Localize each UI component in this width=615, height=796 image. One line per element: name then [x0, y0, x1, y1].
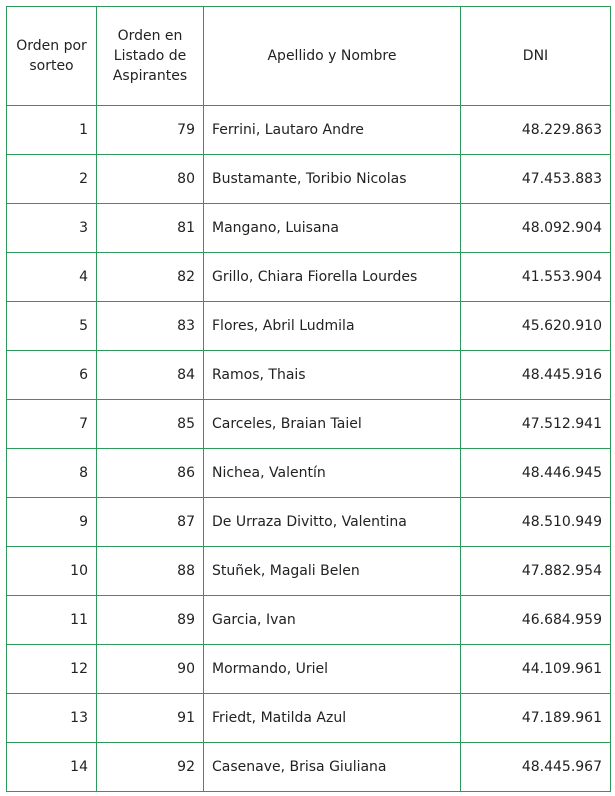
table-body [7, 106, 611, 792]
table-row [7, 694, 611, 743]
cell-dni: 48.510.949 [461, 498, 611, 547]
cell-orden-sorteo: 6 [7, 351, 97, 400]
cell-dni: 48.445.967 [461, 743, 611, 792]
cell-apellido-nombre: Mormando, Uriel [204, 645, 461, 694]
cell-orden-listado: 92 [97, 743, 204, 792]
header-apellido-nombre: Apellido y Nombre [204, 7, 461, 106]
cell-orden-listado: 90 [97, 645, 204, 694]
cell-apellido-nombre: De Urraza Divitto, Valentina [204, 498, 461, 547]
cell-apellido-nombre: Carceles, Braian Taiel [204, 400, 461, 449]
cell-apellido-nombre: Grillo, Chiara Fiorella Lourdes [204, 253, 461, 302]
cell-orden-sorteo: 4 [7, 253, 97, 302]
cell-orden-sorteo: 3 [7, 204, 97, 253]
cell-orden-listado: 81 [97, 204, 204, 253]
table-row [7, 596, 611, 645]
cell-orden-listado: 83 [97, 302, 204, 351]
table-row [7, 645, 611, 694]
cell-dni: 48.446.945 [461, 449, 611, 498]
cell-orden-listado: 89 [97, 596, 204, 645]
cell-apellido-nombre: Nichea, Valentín [204, 449, 461, 498]
cell-orden-sorteo: 9 [7, 498, 97, 547]
cell-orden-listado: 79 [97, 106, 204, 155]
cell-orden-listado: 82 [97, 253, 204, 302]
cell-orden-sorteo: 5 [7, 302, 97, 351]
table-row [7, 743, 611, 792]
cell-apellido-nombre: Stuñek, Magali Belen [204, 547, 461, 596]
table-row [7, 253, 611, 302]
table-row [7, 449, 611, 498]
cell-dni: 41.553.904 [461, 253, 611, 302]
table-row [7, 106, 611, 155]
table-row [7, 547, 611, 596]
cell-dni: 47.453.883 [461, 155, 611, 204]
cell-dni: 48.229.863 [461, 106, 611, 155]
cell-apellido-nombre: Flores, Abril Ludmila [204, 302, 461, 351]
cell-orden-sorteo: 12 [7, 645, 97, 694]
cell-orden-listado: 85 [97, 400, 204, 449]
cell-dni: 48.092.904 [461, 204, 611, 253]
cell-orden-listado: 84 [97, 351, 204, 400]
cell-dni: 46.684.959 [461, 596, 611, 645]
cell-dni: 47.512.941 [461, 400, 611, 449]
cell-orden-sorteo: 7 [7, 400, 97, 449]
aspirantes-table [6, 6, 611, 792]
cell-orden-sorteo: 1 [7, 106, 97, 155]
header-row [7, 7, 611, 106]
cell-apellido-nombre: Bustamante, Toribio Nicolas [204, 155, 461, 204]
cell-dni: 47.882.954 [461, 547, 611, 596]
cell-orden-listado: 86 [97, 449, 204, 498]
table-row [7, 204, 611, 253]
cell-orden-sorteo: 8 [7, 449, 97, 498]
cell-apellido-nombre: Ferrini, Lautaro Andre [204, 106, 461, 155]
cell-orden-listado: 87 [97, 498, 204, 547]
table-row [7, 155, 611, 204]
cell-dni: 48.445.916 [461, 351, 611, 400]
cell-apellido-nombre: Garcia, Ivan [204, 596, 461, 645]
cell-dni: 47.189.961 [461, 694, 611, 743]
cell-orden-listado: 88 [97, 547, 204, 596]
header-orden-sorteo: Orden por sorteo [7, 7, 97, 106]
table-header [7, 7, 611, 106]
cell-apellido-nombre: Friedt, Matilda Azul [204, 694, 461, 743]
table-row [7, 351, 611, 400]
cell-orden-sorteo: 10 [7, 547, 97, 596]
cell-orden-listado: 80 [97, 155, 204, 204]
header-orden-listado: Orden en Listado de Aspirantes [97, 7, 204, 106]
cell-orden-sorteo: 11 [7, 596, 97, 645]
cell-orden-listado: 91 [97, 694, 204, 743]
cell-apellido-nombre: Ramos, Thais [204, 351, 461, 400]
cell-dni: 44.109.961 [461, 645, 611, 694]
cell-apellido-nombre: Casenave, Brisa Giuliana [204, 743, 461, 792]
cell-dni: 45.620.910 [461, 302, 611, 351]
cell-orden-sorteo: 13 [7, 694, 97, 743]
table-row [7, 498, 611, 547]
table-row [7, 400, 611, 449]
header-dni: DNI [461, 7, 611, 106]
cell-orden-sorteo: 14 [7, 743, 97, 792]
cell-orden-sorteo: 2 [7, 155, 97, 204]
cell-apellido-nombre: Mangano, Luisana [204, 204, 461, 253]
table-row [7, 302, 611, 351]
